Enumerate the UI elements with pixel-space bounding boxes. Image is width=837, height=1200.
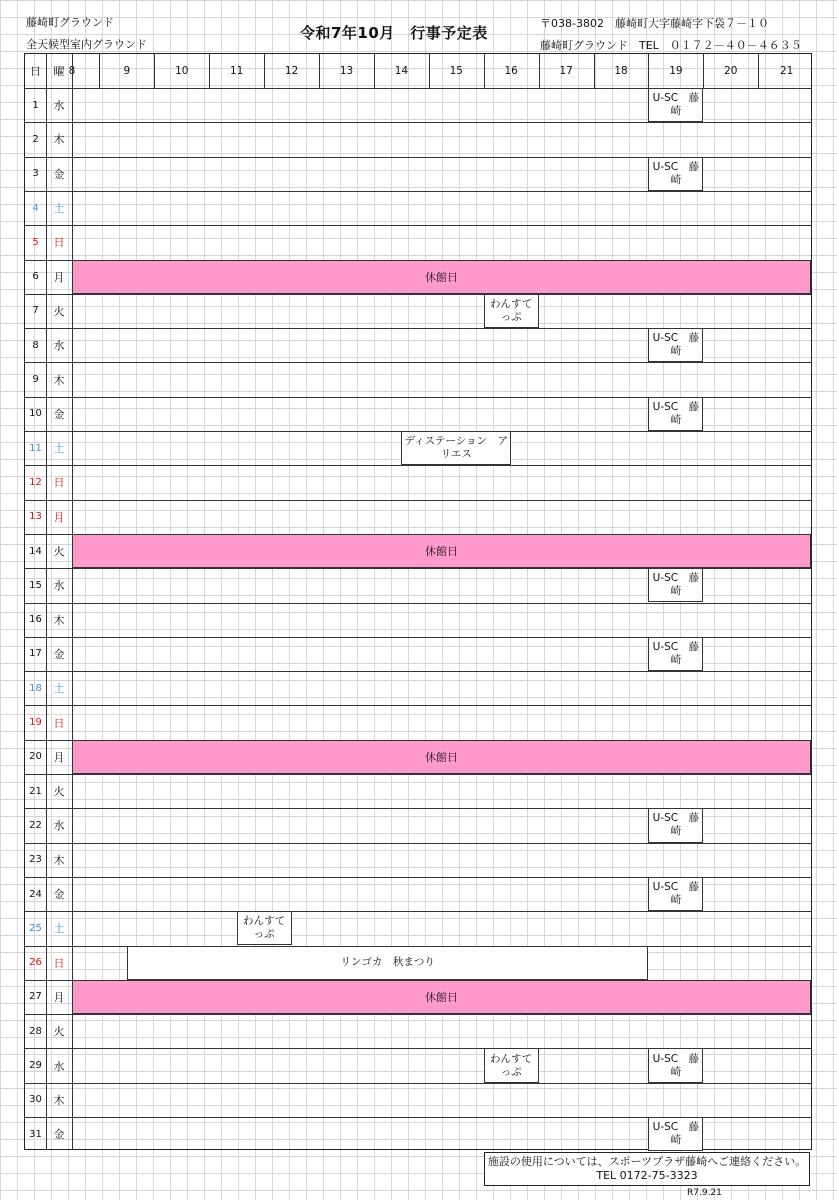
event-block: U-SC 藤崎 <box>648 328 703 362</box>
weekday: 水 <box>53 819 65 833</box>
weekday: 木 <box>53 853 65 867</box>
weekday: 金 <box>53 647 65 661</box>
event-block: U-SC 藤崎 <box>648 808 703 842</box>
event-block: U-SC 藤崎 <box>648 397 703 431</box>
event-block: U-SC 藤崎 <box>648 157 703 191</box>
event-block: U-SC 藤崎 <box>648 568 703 602</box>
footer-notice: 施設の使用については、スポーツプラザ藤崎へご連絡ください。 <box>487 1155 807 1168</box>
closed-day-band: 休館日 <box>72 534 811 568</box>
weekday: 金 <box>53 407 65 421</box>
hour-label: 21 <box>780 65 794 77</box>
day-number: 26 <box>29 957 42 969</box>
row-line <box>25 671 811 672</box>
day-number: 18 <box>29 682 42 694</box>
event-block: U-SC 藤崎 <box>648 877 703 911</box>
day-number: 2 <box>32 133 39 145</box>
weekday: 水 <box>53 99 65 113</box>
event-block: ディステーション アリエス <box>401 431 511 465</box>
day-number: 11 <box>29 442 42 454</box>
hour-label: 11 <box>230 65 244 77</box>
address: 〒038-3802 藤崎町大字藤崎字下袋７－１０ <box>540 17 769 30</box>
row-line <box>25 465 811 466</box>
day-number: 12 <box>29 476 42 488</box>
contact-tel: 藤崎町グラウンド TEL ０１７２－４０－４６３５ <box>540 39 802 52</box>
event-block: リンゴカ 秋まつり <box>127 946 649 980</box>
event-block: U-SC 藤崎 <box>648 1117 703 1151</box>
hour-tick <box>594 54 595 88</box>
day-number: 31 <box>29 1128 42 1140</box>
weekday: 金 <box>53 1128 65 1142</box>
weekday: 火 <box>53 785 65 799</box>
day-number: 27 <box>29 991 42 1003</box>
day-number: 23 <box>29 854 42 866</box>
row-line <box>25 191 811 192</box>
hour-tick <box>209 54 210 88</box>
hour-tick <box>99 54 100 88</box>
event-block: わんすてっぷ <box>484 1048 539 1082</box>
day-number: 30 <box>29 1094 42 1106</box>
weekday: 日 <box>53 956 65 970</box>
day-number: 5 <box>32 236 39 248</box>
weekday: 日 <box>53 476 65 490</box>
facility-name: 全天候型室内グラウンド <box>26 38 147 51</box>
hour-label: 14 <box>394 65 409 77</box>
day-number: 14 <box>29 545 42 557</box>
hour-label: 10 <box>175 65 189 77</box>
weekday: 土 <box>53 202 65 216</box>
hour-tick <box>264 54 265 88</box>
footer-tel: TEL 0172-75-3323 <box>596 1169 698 1182</box>
weekday: 火 <box>53 545 65 559</box>
row-line <box>25 500 811 501</box>
day-number: 10 <box>29 408 42 420</box>
hour-label: 20 <box>724 65 738 77</box>
event-block: U-SC 藤崎 <box>648 637 703 671</box>
event-block: U-SC 藤崎 <box>648 88 703 122</box>
hour-tick <box>539 54 540 88</box>
weekday: 月 <box>53 270 65 284</box>
column-header-day: 日 <box>30 65 41 78</box>
org-name: 藤崎町グラウンド <box>26 16 114 29</box>
hour-tick <box>154 54 155 88</box>
row-line <box>25 225 811 226</box>
weekday: 木 <box>53 133 65 147</box>
day-number: 24 <box>29 888 42 900</box>
day-number: 17 <box>29 648 42 660</box>
hour-label: 19 <box>669 65 683 77</box>
hour-label: 15 <box>449 65 463 77</box>
row-line <box>25 774 811 775</box>
weekday: 火 <box>53 304 65 318</box>
day-number: 8 <box>32 339 39 351</box>
weekday: 水 <box>53 339 65 353</box>
schedule-table <box>24 53 812 1150</box>
weekday: 月 <box>53 750 65 764</box>
day-number: 21 <box>29 785 42 797</box>
hour-label: 12 <box>284 65 299 77</box>
row-line <box>25 362 811 363</box>
hour-tick <box>648 54 649 88</box>
hour-tick <box>484 54 485 88</box>
hour-tick <box>374 54 375 88</box>
weekday: 日 <box>53 716 65 730</box>
weekday: 金 <box>53 888 65 902</box>
row-line <box>25 1083 811 1084</box>
day-number: 7 <box>32 305 39 317</box>
day-number: 29 <box>29 1060 42 1072</box>
closed-day-band: 休館日 <box>72 260 811 294</box>
day-number: 15 <box>29 579 42 591</box>
hour-tick <box>758 54 759 88</box>
page-title: 令和7年10月 行事予定表 <box>300 24 488 42</box>
weekday: 金 <box>53 167 65 181</box>
row-line <box>25 603 811 604</box>
weekday: 木 <box>53 373 65 387</box>
hour-label: 8 <box>68 65 76 77</box>
day-number: 19 <box>29 717 42 729</box>
weekday: 日 <box>53 236 65 250</box>
day-number: 13 <box>29 511 42 523</box>
weekday: 月 <box>53 990 65 1004</box>
hour-label: 9 <box>123 65 131 77</box>
row-line <box>25 843 811 844</box>
hour-label: 17 <box>559 65 573 77</box>
footer-notice-box <box>484 1152 810 1186</box>
event-block: わんすてっぷ <box>237 911 292 945</box>
day-number: 1 <box>32 99 39 111</box>
hour-tick <box>319 54 320 88</box>
weekday: 土 <box>53 682 65 696</box>
day-number: 9 <box>32 374 39 386</box>
revision-date: R7.9.21 <box>687 1188 722 1198</box>
event-block: U-SC 藤崎 <box>648 1048 703 1082</box>
weekday: 木 <box>53 613 65 627</box>
day-number: 25 <box>29 922 42 934</box>
day-number: 20 <box>29 751 42 763</box>
hour-tick <box>703 54 704 88</box>
closed-day-band: 休館日 <box>72 740 811 774</box>
day-number: 6 <box>32 271 39 283</box>
day-number: 4 <box>32 202 39 214</box>
weekday: 火 <box>53 1025 65 1039</box>
hour-label: 16 <box>504 65 518 77</box>
weekday: 水 <box>53 1059 65 1073</box>
closed-day-band: 休館日 <box>72 980 811 1014</box>
hour-label: 18 <box>614 65 628 77</box>
weekday: 水 <box>53 579 65 593</box>
hour-tick <box>429 54 430 88</box>
column-header-weekday: 曜 <box>53 65 65 78</box>
row-line <box>25 1014 811 1015</box>
row-line <box>25 294 811 295</box>
weekday: 土 <box>53 442 65 456</box>
row-line <box>25 705 811 706</box>
day-number: 3 <box>32 168 39 180</box>
weekday: 木 <box>53 1093 65 1107</box>
row-line <box>25 122 811 123</box>
weekday: 土 <box>53 922 65 936</box>
day-number: 28 <box>29 1025 42 1037</box>
day-number: 16 <box>29 614 42 626</box>
day-number: 22 <box>29 819 42 831</box>
hour-label: 13 <box>339 65 354 77</box>
event-block: わんすてっぷ <box>484 294 539 328</box>
row-line <box>25 911 811 912</box>
weekday: 月 <box>53 510 65 524</box>
